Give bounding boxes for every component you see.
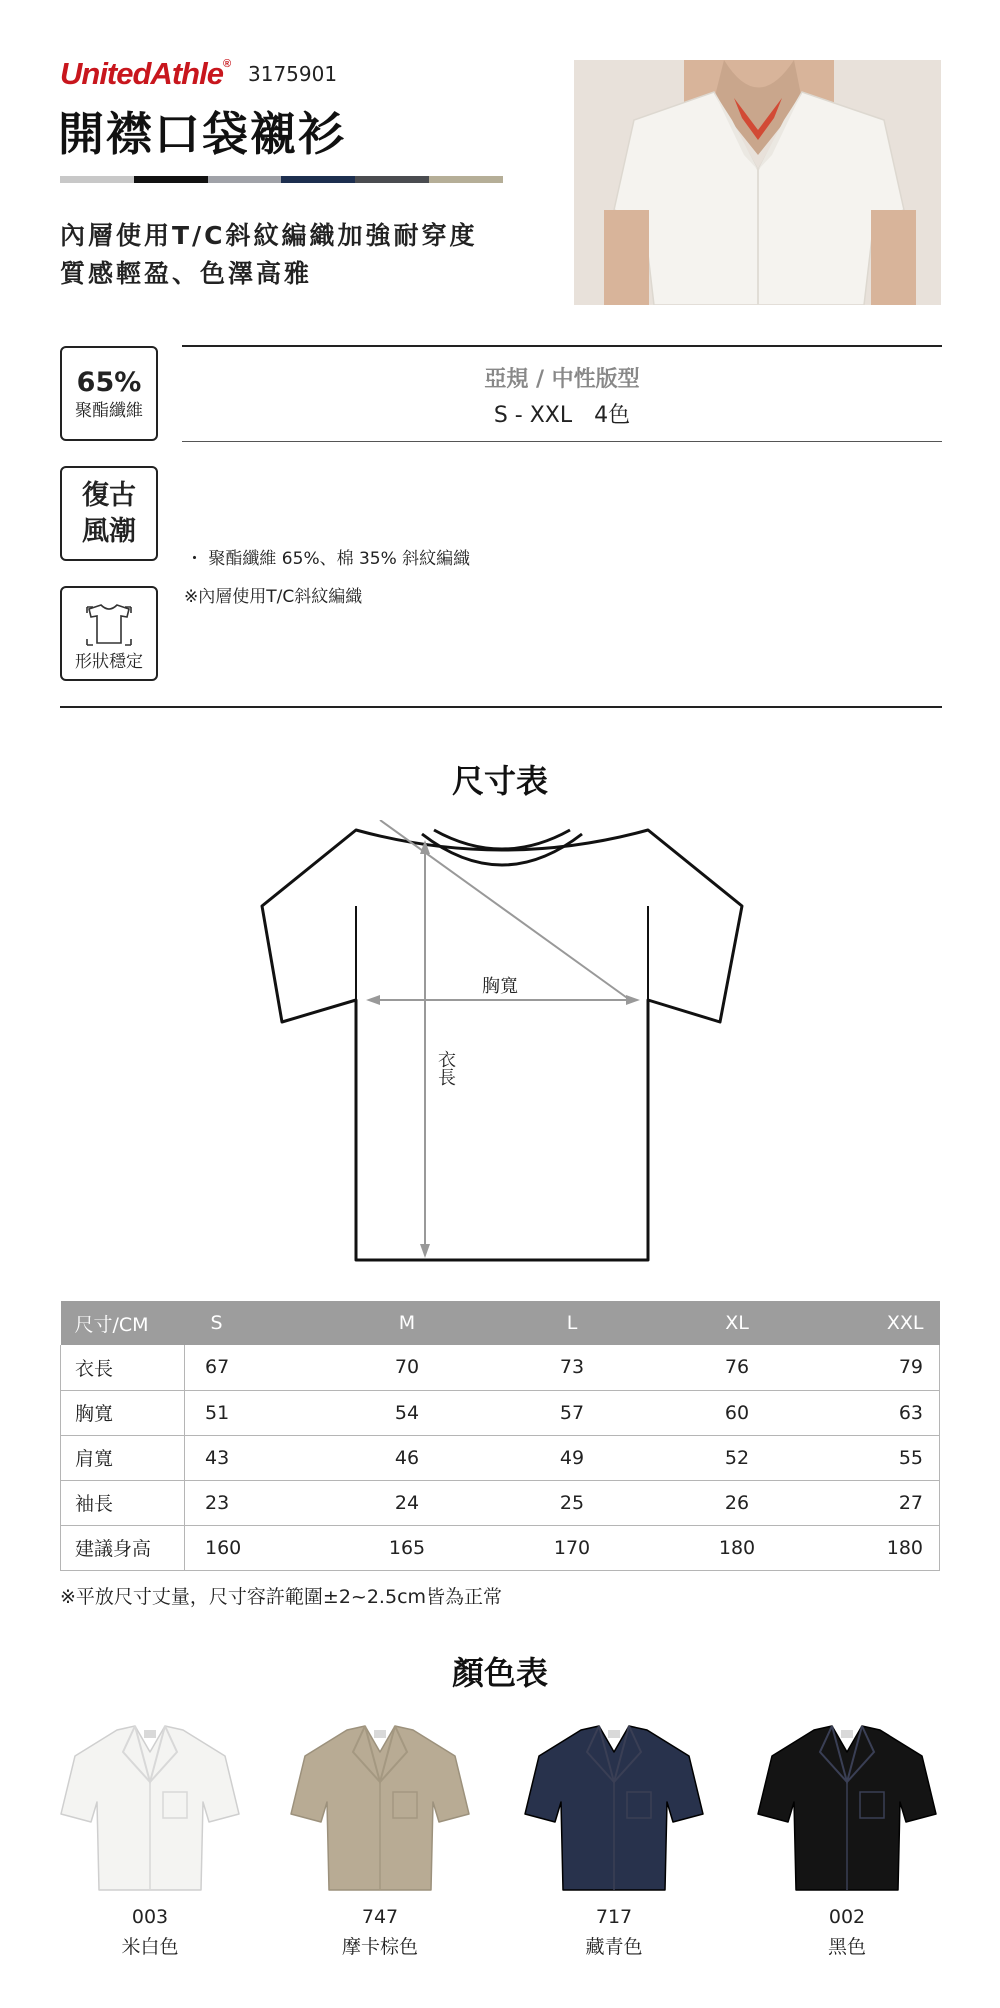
divider [182, 441, 942, 442]
badge-polyester [60, 346, 158, 441]
size-chart-title: 尺寸表 [451, 762, 548, 800]
color-swatch [519, 1722, 709, 1959]
badge-label: 形狀穩定 [75, 651, 143, 672]
table-cell: 54 [325, 1390, 490, 1435]
table-cell: 73 [490, 1345, 655, 1390]
color-strip-seg [429, 176, 503, 183]
divider [60, 706, 942, 708]
table-cell: 180 [820, 1525, 940, 1570]
body-length-label: 衣長 [435, 1050, 456, 1086]
table-cell: 24 [325, 1480, 490, 1525]
badge-line-1: 復古 [82, 480, 136, 512]
material-note: ・ 聚酯纖維 65%、棉 35% 斜紋編織 [186, 549, 471, 569]
header-cell: 尺寸/CM [61, 1301, 185, 1345]
table-cell: 70 [325, 1345, 490, 1390]
product-title: 開襟口袋襯衫 [58, 107, 346, 161]
table-cell: 27 [820, 1480, 940, 1525]
measurement-note: ※平放尺寸丈量，尺寸容許範圍±2~2.5cm皆為正常 [60, 1586, 503, 1608]
badge-retro [60, 466, 158, 561]
lining-note: ※內層使用T/C斜紋編織 [184, 587, 363, 607]
table-cell: 170 [490, 1525, 655, 1570]
color-code: 747 [361, 1906, 399, 1928]
shirt-icon [752, 1722, 942, 1892]
table-row [61, 1435, 940, 1480]
row-label: 胸寬 [61, 1390, 185, 1435]
row-label: 肩寬 [61, 1435, 185, 1480]
color-swatch [752, 1722, 942, 1959]
color-name: 摩卡棕色 [341, 1936, 418, 1958]
color-strip-seg [60, 176, 134, 183]
shirt-measure-diagram [0, 820, 1000, 1270]
brand-logo: UnitedAthle® [60, 56, 231, 91]
table-cell: 165 [325, 1525, 490, 1570]
table-cell: 60 [655, 1390, 820, 1435]
tagline-1: 內層使用T/C斜紋編織加強耐穿度 [60, 221, 478, 250]
badge-label: 聚酯纖維 [75, 401, 143, 421]
color-strip-seg [355, 176, 429, 183]
color-strip-seg [134, 176, 208, 183]
table-cell: 63 [820, 1390, 940, 1435]
color-name: 米白色 [121, 1936, 179, 1958]
badge-percent: 65% [76, 366, 142, 398]
header-cell: XXL [820, 1301, 940, 1345]
table-cell: 51 [185, 1390, 325, 1435]
table-cell: 55 [820, 1435, 940, 1480]
color-name: 黑色 [827, 1936, 866, 1958]
badge-line-2: 風潮 [82, 515, 136, 547]
size-table-header [61, 1301, 940, 1345]
tagline-2: 質感輕盈、色澤高雅 [60, 259, 313, 288]
table-cell: 46 [325, 1435, 490, 1480]
color-code: 717 [595, 1906, 633, 1928]
color-swatch [285, 1722, 475, 1959]
divider [182, 345, 942, 347]
table-cell: 26 [655, 1480, 820, 1525]
header-cell: XL [655, 1301, 820, 1345]
size-table [60, 1301, 940, 1571]
color-strip [60, 176, 503, 183]
fit-type: 亞規 / 中性版型 [484, 367, 640, 392]
row-label: 袖長 [61, 1480, 185, 1525]
chest-width-label: 胸寬 [482, 976, 518, 997]
table-cell: 23 [185, 1480, 325, 1525]
product-photo [574, 60, 941, 305]
shirt-shape-icon [83, 603, 135, 647]
color-code: 002 [828, 1906, 866, 1928]
color-name: 藏青色 [585, 1936, 643, 1958]
color-swatch [55, 1722, 245, 1959]
table-cell: 49 [490, 1435, 655, 1480]
table-cell: 57 [490, 1390, 655, 1435]
header-cell: L [490, 1301, 655, 1345]
shirt-icon [519, 1722, 709, 1892]
badge-shape-stable [60, 586, 158, 681]
table-cell: 25 [490, 1480, 655, 1525]
color-strip-seg [208, 176, 282, 183]
table-cell: 180 [655, 1525, 820, 1570]
header-cell: M [325, 1301, 490, 1345]
table-cell: 79 [820, 1345, 940, 1390]
shirt-icon [55, 1722, 245, 1892]
table-cell: 43 [185, 1435, 325, 1480]
table-cell: 67 [185, 1345, 325, 1390]
product-code: 3175901 [248, 62, 338, 86]
row-label: 建議身高 [61, 1525, 185, 1570]
table-cell: 76 [655, 1345, 820, 1390]
color-chart-title: 顏色表 [451, 1654, 548, 1692]
table-cell: 52 [655, 1435, 820, 1480]
table-cell: 160 [185, 1525, 325, 1570]
color-code: 003 [131, 1906, 169, 1928]
size-range: S - XXL 4色 [493, 403, 631, 428]
header-cell: S [185, 1301, 325, 1345]
table-row [61, 1480, 940, 1525]
table-row [61, 1345, 940, 1390]
color-strip-seg [281, 176, 355, 183]
shirt-icon [285, 1722, 475, 1892]
row-label: 衣長 [61, 1345, 185, 1390]
table-row [61, 1390, 940, 1435]
table-row [61, 1525, 940, 1570]
